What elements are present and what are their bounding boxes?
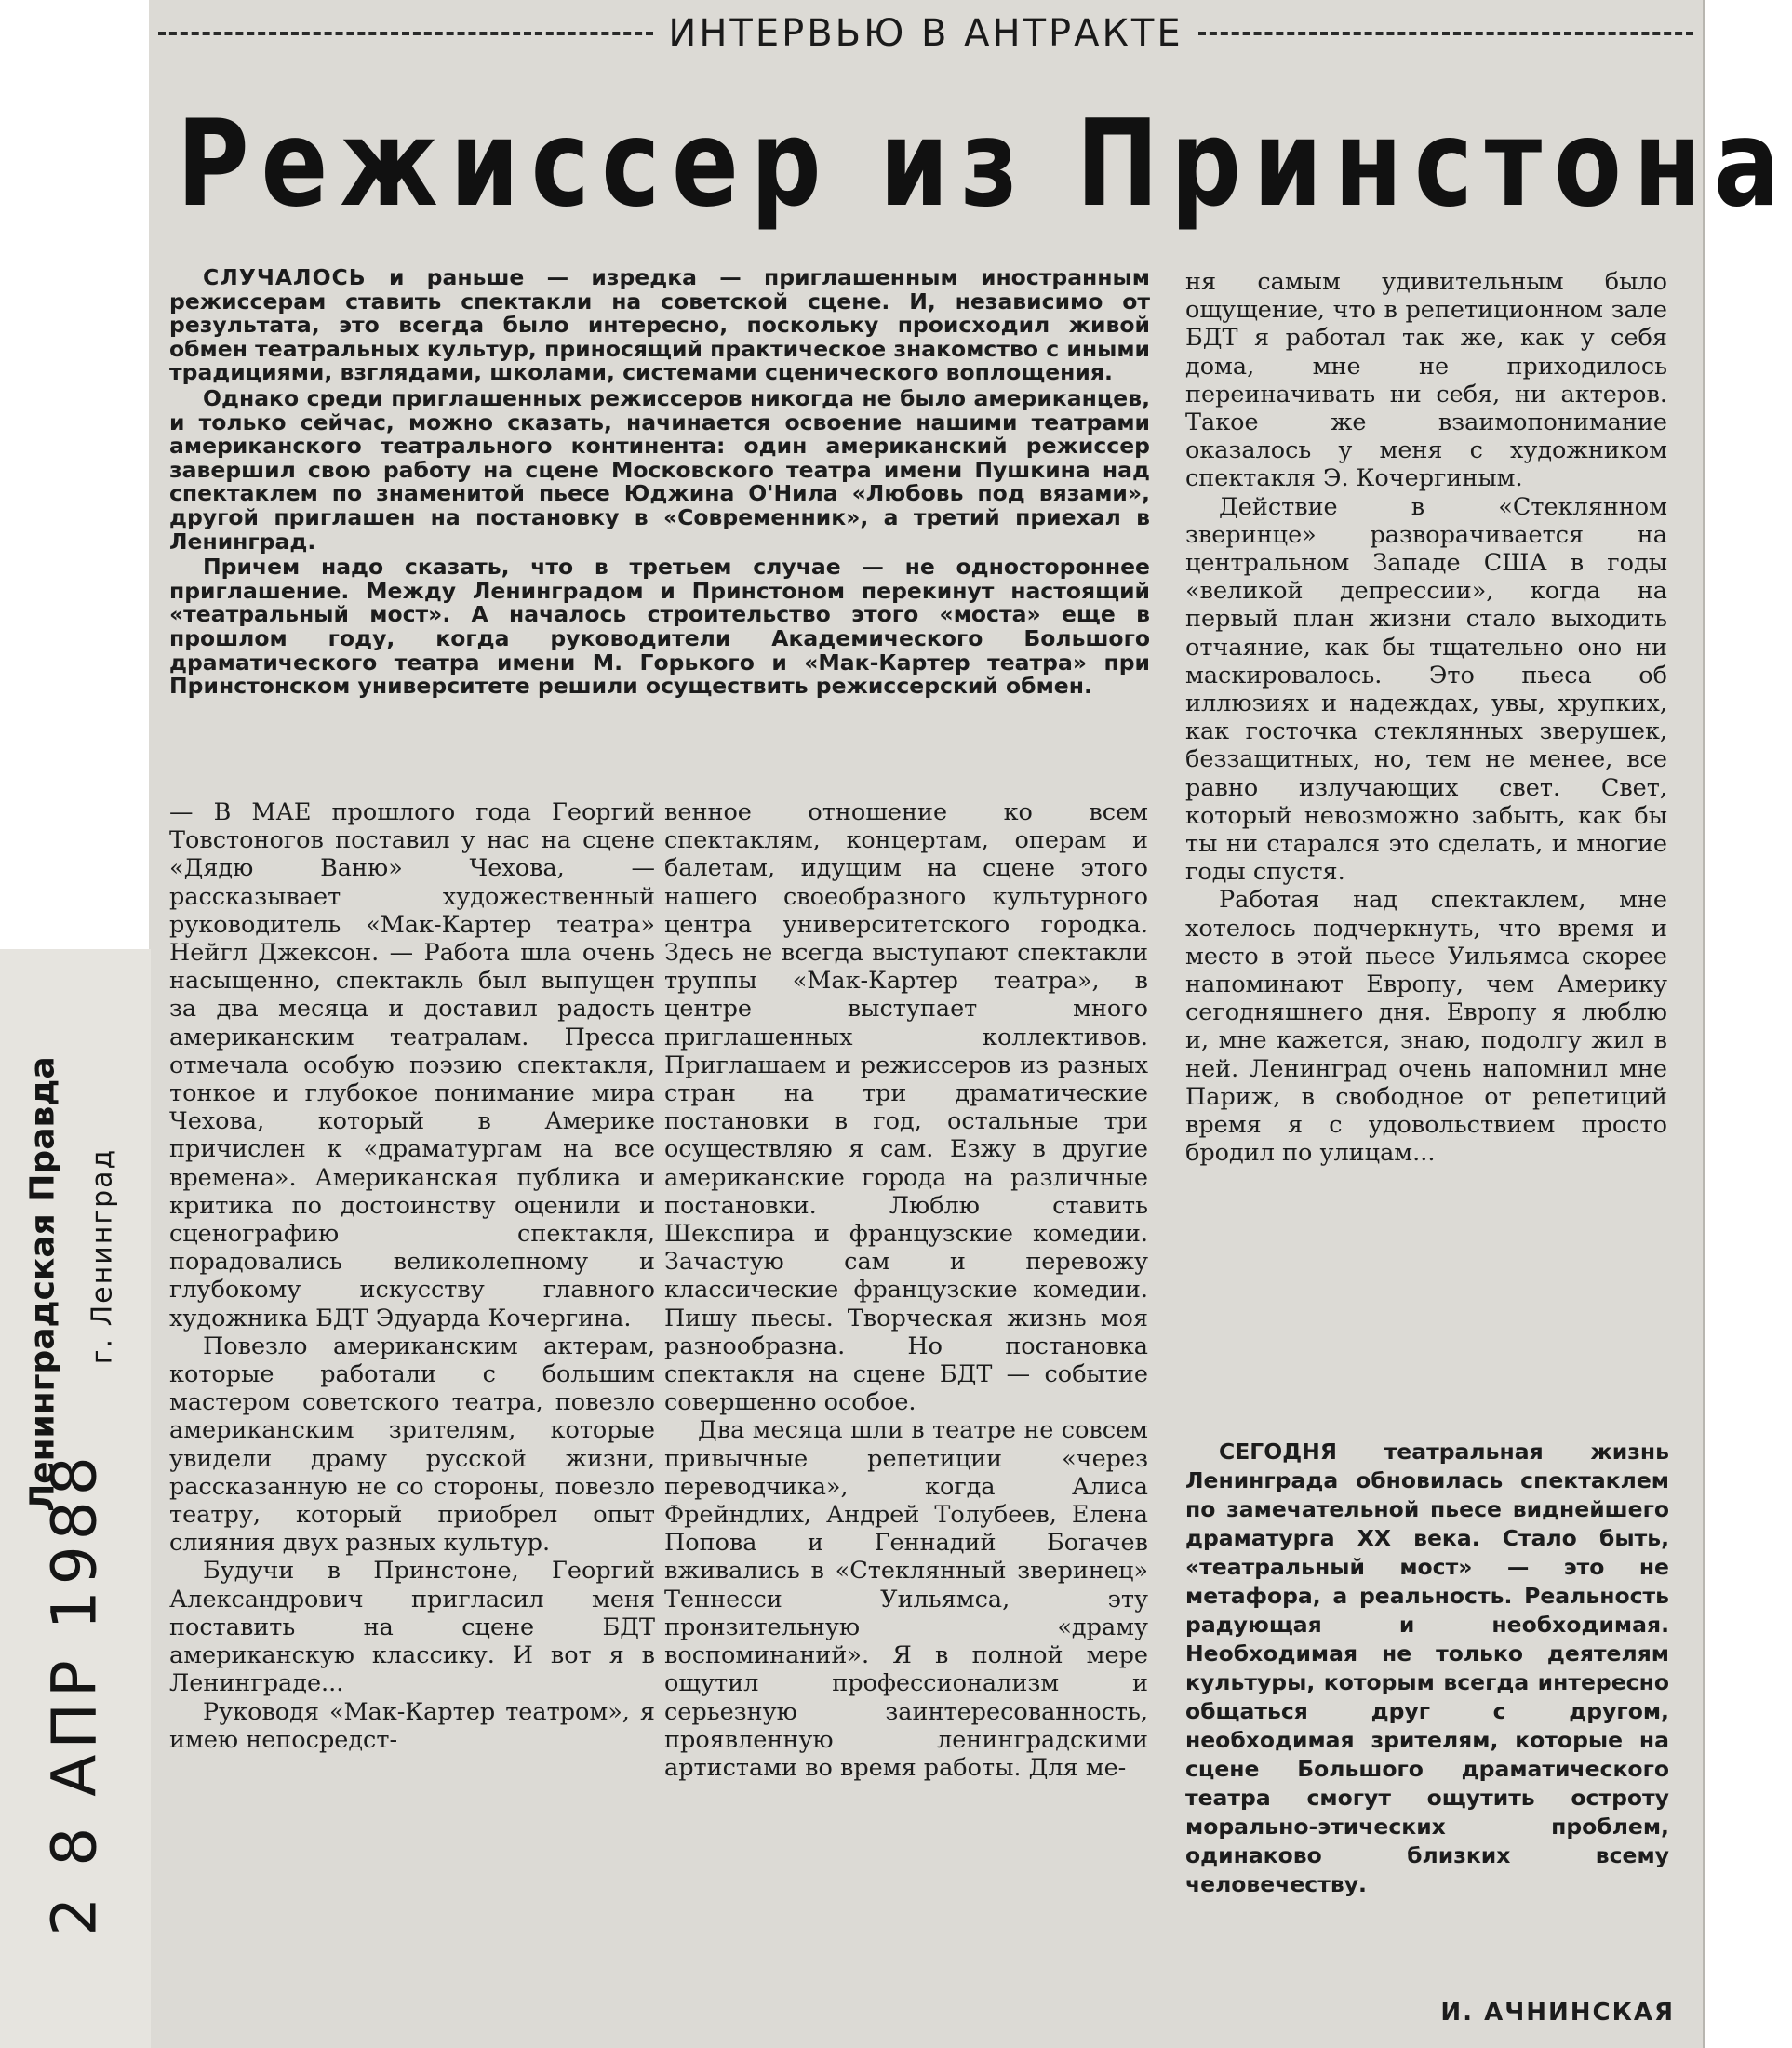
body-column-1 — [169, 798, 655, 1754]
body-paragraph: Два месяца шли в театре не совсем привычные репетиции «через переводчика», когда Алиса Фрейндлих, Андрей Толубеев, Елена Попова и Геннадий Богачев вживались в «Стеклянный зверинец» Теннесси Уильямса, эту пронзительную «драму воспоминаний». Я в полной мере ощутил профессионализм и серьезную заинтересованность, проявленную ленинградскими артистами во время работы. Для ме- — [664, 1416, 1148, 1782]
article-headline: Режиссер из Принстона — [177, 95, 1792, 234]
body-paragraph: Действие в «Стеклянном зверинце» разворачивается на центральном Западе США в годы «великой депрессии», когда на первый план жизни стало выходить отчаяние, как бы тщательно оно ни маскировалось. Это пьеса об иллюзиях и надеждах, увы, хрупких, как госточка стеклянных зверушек, беззащитных, но, тем не менее, все равно излучающих свет. Свет, который невозможно забыть, как бы ты ни старался это сделать, и многие годы спустя. — [1185, 492, 1667, 887]
lead-paragraph — [169, 266, 1150, 385]
stamp-paper-name: Ленинградская Правда — [23, 1056, 62, 1512]
lead-paragraph-text: Однако среди приглашенных режиссеров никогда не было американцев, и только сейчас, можно сказать, начинается освоение нашими театрами американского театрального континента: один американский режиссер завершил свою работу на сцене Московского театра имени Пушкина над спектаклем по знаменитой пьесе Юджина О'Нила «Любовь под вязами», другой приглашен на постановку в «Современник», а третий приехал в Ленинград. — [169, 384, 1150, 555]
lead-paragraph — [169, 556, 1150, 699]
conclusion-text: театральная жизнь Ленинграда обновилась спектаклем по замечательной пьесе виднейшего драматурга XX века. Стало быть, «театральный мост» — это не метафора, а реальность. Реальность радующая и необходимая. Необходимая не только деятелям культуры, которым всегда интересно общаться друг с другом, необходимая зрителям, которые на сцене Большого драматического театра смогут ощутить остроту морально-этических проблем, одинаково близких всему человечеству. — [1185, 1439, 1669, 1897]
author-signature: И. АЧНИНСКАЯ — [1440, 1999, 1675, 2027]
lead-drop-word: СЛУЧАЛОСЬ — [203, 264, 367, 290]
stamp-city: г. Ленинград — [86, 1147, 119, 1365]
article-conclusion — [1185, 1438, 1669, 1899]
conclusion-drop-word: СЕГОДНЯ — [1219, 1439, 1337, 1465]
body-column-3 — [1185, 268, 1667, 1168]
date-stamp — [9, 1340, 140, 2047]
body-column-2 — [664, 798, 1148, 1782]
lead-paragraph-text: и раньше — изредка — приглашенным иностранным режиссерам ставить спектакли на советской сцене. И, независимо от результата, это всегда было интересно, поскольку происходил живой обмен театральных культур, приносящий практическое знакомство с иными традициями, взглядами, школами, системами сценического воплощения. — [169, 264, 1150, 386]
body-paragraph: Работая над спектаклем, мне хотелось подчеркнуть, что время и место в этой пьесе Уильямса скорее напоминают Европу, чем Америку сегодняшнего дня. Европу я люблю и, мне кажется, знаю, подолгу жил в ней. Ленинград очень напомнил мне Париж, в свободное от репетиций время я с удовольствием просто бродил по улицам... — [1185, 886, 1667, 1168]
body-paragraph: Руководя «Мак-Картер театром», я имею непосредст- — [169, 1697, 655, 1754]
body-paragraph: венное отношение ко всем спектаклям, концертам, операм и балетам, идущим на сцене этого нашего своеобразного культурного центра университетского городка. Здесь не всегда выступают спектакли труппы «Мак-Картер театра», в центре выступает много приглашенных коллективов. Приглашаем и режиссеров из разных стран на три драматические постановки в год, остальные три осуществляю я сам. Езжу в другие американские города на различные постановки. Люблю ставить Шекспира и французские комедии. Зачастую сам и перевожу классические французские комедии. Пишу пьесы. Творческая жизнь моя разнообразна. Но постановка спектакля на сцене БДТ — событие совершенно особое. — [664, 798, 1148, 1417]
rubric-title: ИНТЕРВЬЮ В АНТРАКТЕ — [668, 12, 1184, 55]
stamp-date-text: 2 8 АПР 1988 — [38, 1451, 111, 1936]
body-paragraph: Повезло американским актерам, которые работали с большим мастером советского театра, повезло американским зрителям, которые увидели драму русской жизни, рассказанную не со стороны, повезло театру, который приобрел опыт слияния двух разных культур. — [169, 1332, 655, 1558]
lead-paragraph-text: Причем надо сказать, что в третьем случае — не одностороннее приглашение. Между Ленинградом и Принстоном перекинут настоящий «театральный мост». А началось строительство этого «моста» еще в прошлом году, когда руководители Академического Большого драматического театра имени М. Горького и «Мак-Картер театра» при Принстонском университете решили осуществить режиссерский обмен. — [169, 554, 1150, 700]
rubric-rule-left — [158, 32, 653, 35]
lead-paragraph — [169, 384, 1150, 555]
article-lead — [169, 266, 1150, 701]
rubric-header — [149, 0, 1703, 67]
rubric-rule-right — [1198, 32, 1693, 35]
body-paragraph: — В МАЕ прошлого года Георгий Товстоногов поставил у нас на сцене «Дядю Ваню» Чехова, — рассказывает художественный руководитель «Мак-Картер театра» Нейгл Джексон. — Работа шла очень насыщенно, спектакль был выпущен за два месяца и доставил радость американским театралам. Пресса отмечала особую поэзию спектакля, тонкое и глубокое понимание мира Чехова, который в Америке причислен к «драматургам на все времена». Американская публика и критика по достоинству оценили и сценографию спектакля, порадовались великолепному и глубокому искусству главного художника БДТ Эдуарда Кочергина. — [169, 798, 655, 1332]
body-paragraph: ня самым удивительным было ощущение, что в репетиционном зале БДТ я работал так же, как у себя дома, мне не приходилось переиначивать ни себя, ни актеров. Такое же взаимопонимание оказалось у меня с художником спектакля Э. Кочергиным. — [1185, 268, 1667, 493]
conclusion-paragraph — [1185, 1438, 1669, 1899]
body-paragraph: Будучи в Принстоне, Георгий Александрович пригласил меня поставить на сцене БДТ американскую классику. И вот я в Ленинграде... — [169, 1557, 655, 1698]
